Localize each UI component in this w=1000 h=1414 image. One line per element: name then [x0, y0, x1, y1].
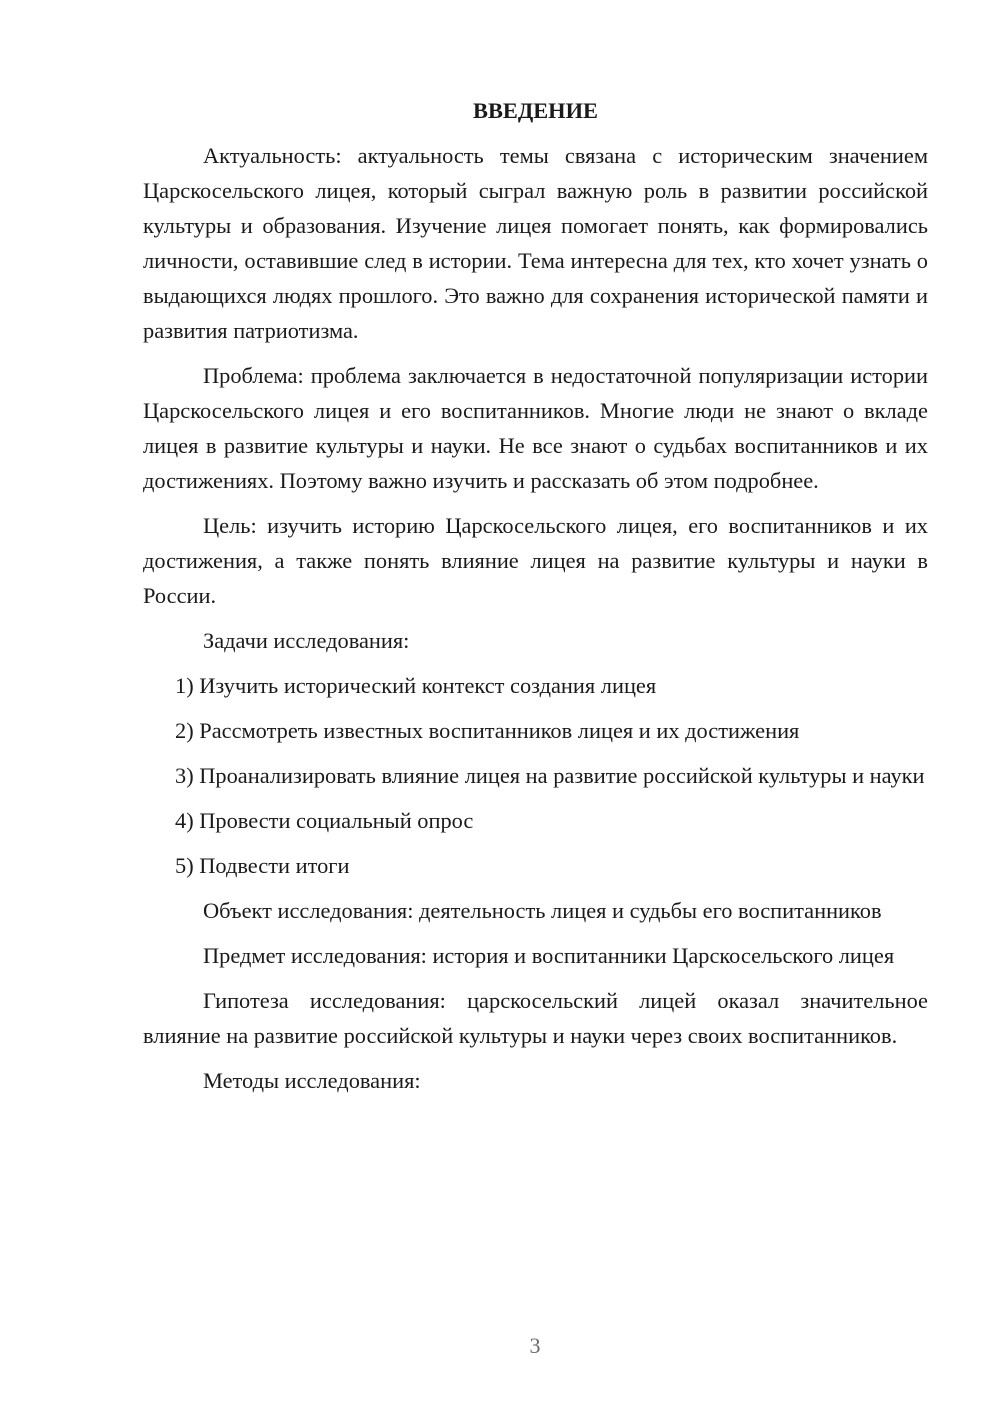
section-title: ВВЕДЕНИЕ [473, 98, 598, 123]
task-item-3: 3) Проанализировать влияние лицея на развитие российской культуры и науки [175, 763, 925, 788]
problem-paragraph: Проблема: проблема заключается в недостаточной популяризации истории Царскосельского лицея и его воспитанников. Многие люди не знают о вкладе лицея в развитие культуры и науки. Не все знают о судьбах воспитанников и их достижениях. Поэтому важно изучить и рассказать об этом подробнее. [143, 363, 928, 493]
goal-paragraph: Цель: изучить историю Царскосельского лицея, его воспитанников и их достижения, а также понять влияние лицея на развитие культуры и науки в России. [143, 513, 928, 608]
task-item-1: 1) Изучить исторический контекст создания лицея [175, 673, 657, 698]
relevance-paragraph: Актуальность: актуальность темы связана с историческим значением Царскосельского лицея, который сыграл важную роль в развитии российской культуры и образования. Изучение лицея помогает понять, как формировались личности, оставившие след в истории. Тема интересна для тех, кто хочет узнать о выдающихся людях прошлого. Это важно для сохранения исторической памяти и развития патриотизма. [143, 143, 928, 343]
object-paragraph: Объект исследования: деятельность лицея и судьбы его воспитанников [203, 898, 882, 923]
page-number: 3 [529, 1333, 541, 1358]
subject-paragraph: Предмет исследования: история и воспитанники Царскосельского лицея [203, 943, 895, 968]
hypothesis-paragraph: Гипотеза исследования: царскосельский лицей оказал значительное влияние на развитие российской культуры и науки через своих воспитанников. [143, 988, 928, 1048]
task-item-5: 5) Подвести итоги [175, 853, 350, 878]
task-item-4: 4) Провести социальный опрос [175, 808, 474, 833]
methods-heading: Методы исследования: [203, 1068, 421, 1093]
task-item-2: 2) Рассмотреть известных воспитанников лицея и их достижения [175, 718, 800, 743]
tasks-heading: Задачи исследования: [203, 628, 410, 653]
document-page [143, 93, 928, 1108]
